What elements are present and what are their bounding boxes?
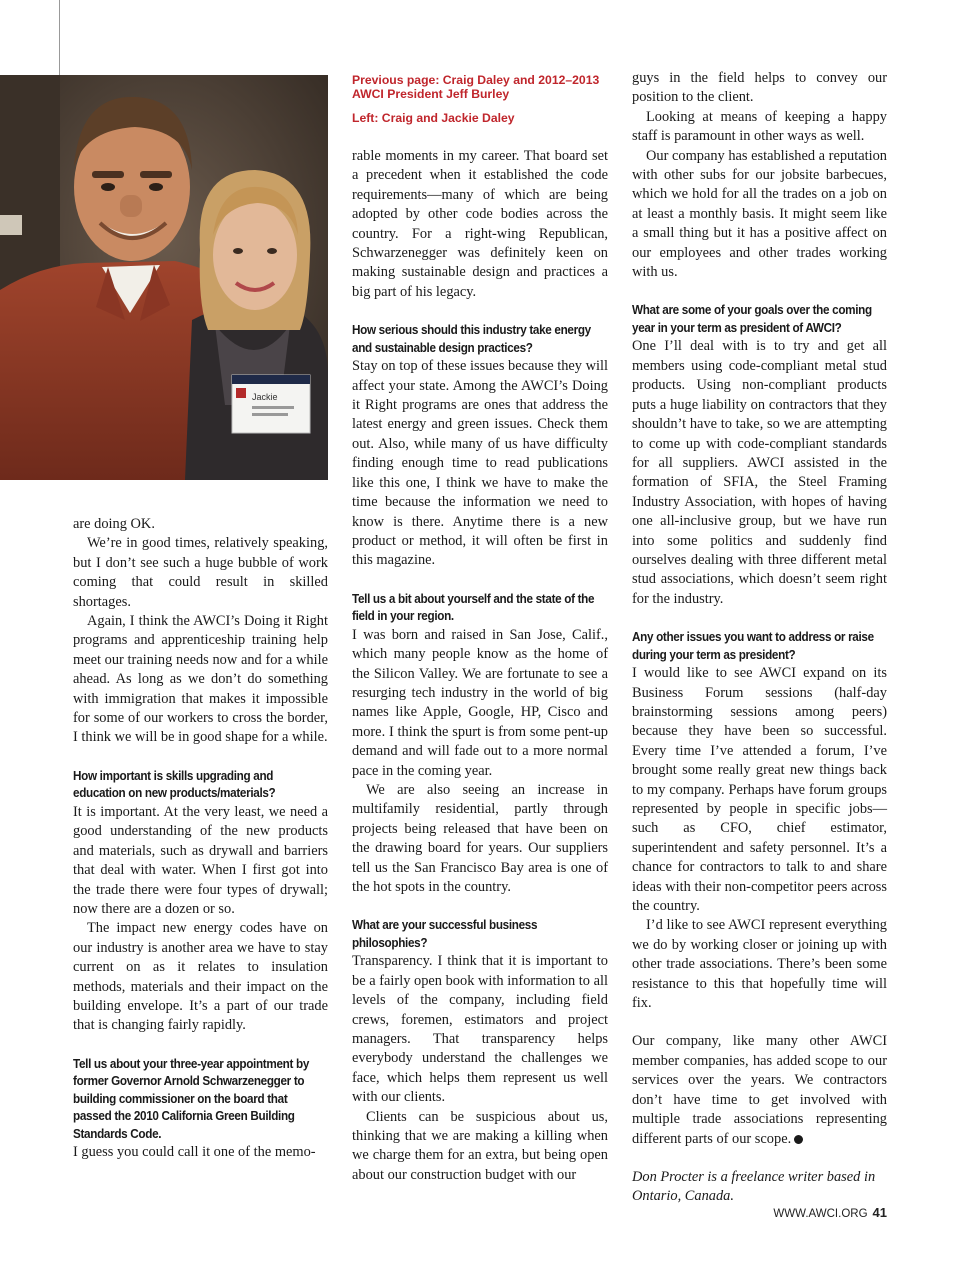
paragraph: The impact new energy codes have on our industry is another area we have to stay current on as it relates to insulation methods, materials and their impact on the building envelope. It’s a part of our trade that is changing fairly rapidly.: [73, 920, 328, 1034]
author-byline: Don Procter is a freelance writer based in Ontario, Canada.: [632, 1168, 876, 1205]
paragraph: I was born and raised in San Jose, Calif., which many people know as the home of the Silicon Valley. We are fortunate to see a resurging tech industry in the world of big names like Apple, Google, HP, Cisco and more. I think the spurt is from some pent-up demand and will fade out to a more normal pace in the coming year.: [352, 626, 608, 779]
closing-text: Our company, like many other AWCI member companies, has added scope to our services over the years. We contractors don’t have time to get involved with multiple trade associations representing different parts of our scope.: [632, 1033, 887, 1147]
paragraph: guys in the field helps to convey our position to the client.: [632, 70, 887, 106]
caption-left-photo: Left: Craig and Jackie Daley: [352, 111, 515, 125]
article-column-1: [73, 515, 328, 1163]
paragraph: We’re in good times, relatively speaking, but I don’t see such a huge bubble of work coming that could result in skilled shortages.: [73, 535, 328, 610]
end-mark-icon: [794, 1135, 803, 1144]
paragraph: We are also seeing an increase in multifamily residential, partly through projects being released that have been on the drawing board for years. Our suppliers tell us the San Francisco Bay area is one of the hot spots in the country.: [352, 781, 608, 895]
paragraph: One I’ll deal with is to try and get all members using code-compliant metal stud products. Using non-compliant products puts a huge liability on contractors that they shouldn’t have to take, so we are attempting to come up with code-compliant standards for all suppliers. AWCI assisted in the formation of SFIA, the Steel Framing Industry Association, with hopes of having one all-inclusive group, but we have run into some politics and suddenly find ourselves dealing with three different metal stud associations, which doesn’t seem right for the industry.: [632, 338, 887, 607]
page-number: 41: [872, 1205, 887, 1220]
question-heading: What are some of your goals over the coming year in your term as president of AWCI?: [632, 303, 872, 335]
paragraph: rable moments in my career. That board set a precedent when it established the code requirements—many of which are being adopted by other code bodies across the country. For a right-wing Republican, Schwarzenegger was definitely keen on making sustainable design and practices a big part of his legacy.: [352, 148, 608, 300]
paragraph: I’d like to see AWCI represent everything we do by working closer or joining up with other trade associations. There’s been some resistance to this that hopefully time will fix.: [632, 917, 887, 1012]
paragraph: Transparency. I think that it is important to be a fairly open book with information to all levels of the company, including field crews, foremen, estimators and project managers. That transparency helps everybody understand the challenges we face, which helps them represent us well with our clients.: [352, 953, 608, 1106]
paragraph: Our company has established a reputation with other subs for our jobsite barbecues, which we hold for all the trades on a job on at least a monthly basis. It might seem like a small thing but it has a positive affect on our employees and other trades working with us.: [632, 147, 887, 281]
top-left-rule: [59, 0, 60, 75]
paragraph: I would like to see AWCI expand on its Business Forum sessions (half-day brainstorming sessions among peers) because they have been so successful. Every time I’ve attended a forum, I’ve brought some really great new things back to my company. Perhaps have forum groups represented by people in specific jobs—such as CFO, chief estimator, superintendent and safety personnel. It’s a chance for contractors to talk to and share ideas with their non-competitor peers across the country.: [632, 665, 887, 915]
paragraph: I guess you could call it one of the memo-: [73, 1144, 316, 1161]
paragraph: Clients can be suspicious about us, thinking that we are making a killing when we charge them for an extra, but being open about our construction budget with our: [352, 1108, 608, 1183]
paragraph: are doing OK.: [73, 516, 155, 532]
question-heading: How important is skills upgrading and education on new products/materials?: [73, 768, 276, 801]
badge-name-text: Jackie: [252, 392, 278, 402]
footer-url: WWW.AWCI.ORG: [773, 1208, 868, 1220]
paragraph: Stay on top of these issues because they will affect your state. Among the AWCI’s Doing it Right programs are ones that address the latest energy and green issues. Check them out. Also, while many of us have difficulty finding enough time to read publications like this one, I think we have to make the time because the information we need to know is there. Anytime there is a new product or method, it will often be first in this magazine.: [352, 358, 608, 569]
question-heading: Tell us a bit about yourself and the state of the field in your region.: [352, 591, 595, 624]
paragraph: Looking at means of keeping a happy staff is paramount in other ways as well.: [632, 108, 887, 145]
paragraph: Again, I think the AWCI’s Doing it Right programs and apprenticeship training help meet our training needs now and for a while ahead. As long as we don’t do something with immigration that makes it impossible for some of our workers to cross the border, I think we will be in good shape for a while.: [73, 613, 328, 746]
article-column-3: [632, 69, 887, 1207]
question-heading: Tell us about your three-year appointment by former Governor Arnold Schwarzenegger to building commissioner on the board that passed the 2010 California Green Building Standards Code.: [73, 1056, 310, 1141]
paragraph: It is important. At the very least, we need a good understanding of the new products and materials, such as drywall and barriers that deal with water. When I first got into the trade there were four types of drywall; now there are a dozen or so.: [73, 803, 328, 917]
caption-previous-page: Previous page: Craig Daley and 2012–2013 AWCI President Jeff Burley: [352, 73, 600, 101]
article-column-2: [352, 147, 608, 1185]
photo-illustration: [0, 75, 328, 480]
question-heading: How serious should this industry take energy and sustainable design practices?: [352, 323, 591, 355]
photo-craig-jackie-daley: [0, 75, 328, 480]
closing-paragraph: [632, 1032, 887, 1148]
question-heading: Any other issues you want to address or raise during your term as president?: [632, 630, 874, 662]
page-footer: [773, 1205, 887, 1220]
question-heading: What are your successful business philosophies?: [352, 918, 538, 950]
